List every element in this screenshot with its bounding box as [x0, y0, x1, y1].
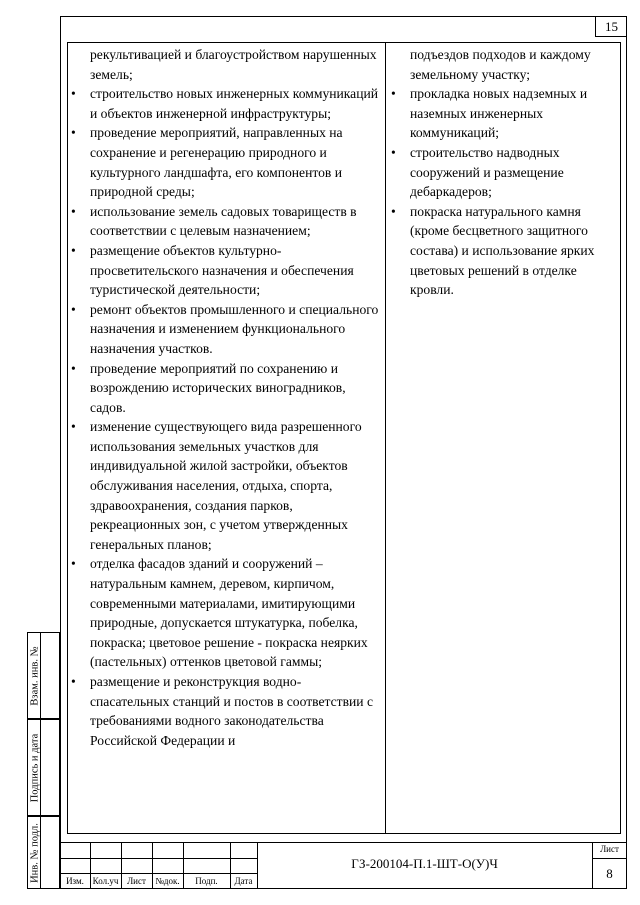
left-list [68, 84, 380, 750]
list-item: • проведение мероприятий по сохранению и возрождению исторических виноградников, садов. [68, 359, 380, 418]
list-item: • изменение существующего вида разрешенного использования земельных участков для индивидуальной жилой застройки, объектов обслуживания населения, отдыха, спорта, здравоохранения, создания парков, рекреационных зон, с учетом утвержденных генеральных планов; [68, 417, 380, 554]
side-label-replace: Взам. инв. № [29, 645, 41, 706]
stamp-header-change: Изм. [66, 876, 84, 886]
stamp-header-sheet: Лист [127, 876, 146, 886]
list-item: • отделка фасадов зданий и сооружений – натуральным камнем, деревом, кирпичом, современными материалами, имитирующими природные, допускается штукатурка, побелка, покраска; цветовое решение - покраска неярких (пастельных) оттенков цветовой гаммы; [68, 554, 380, 672]
list-item: • ремонт объектов промышленного и специального назначения и изменением функционального назначения участков. [68, 300, 380, 359]
list-item: • использование земель садовых товариществ в соответствии с целевым назначением; [68, 202, 380, 241]
page-number: 15 [595, 16, 627, 37]
list-item: • прокладка новых надземных и наземных инженерных коммуникаций; [388, 84, 620, 143]
stamp-header-count: Кол.уч [92, 876, 119, 886]
side-original-inventory [27, 816, 60, 889]
side-replace-inventory [27, 632, 60, 719]
list-item: • строительство новых инженерных коммуникаций и объектов инженерной инфраструктуры; [68, 84, 380, 123]
side-label-inventory: Инв. № подл. [29, 822, 41, 883]
right-column [388, 45, 620, 300]
column-divider [385, 42, 386, 834]
left-intro: рекультивацией и благоустройством нарушенных земель; [90, 47, 377, 82]
sheet-number: 8 [606, 866, 613, 881]
side-label-signature: Подпись и дата [29, 733, 41, 802]
stamp-header-sign: Подп. [195, 876, 218, 886]
document-code: ГЗ-200104-П.1-ШТ-О(У)Ч [351, 856, 498, 871]
right-intro: подъездов подходов и каждому земельному участку; [410, 47, 591, 82]
list-item: • покраска натурального камня (кроме бесцветного защитного состава) и использование ярких цветовых решений в отделке кровли. [388, 202, 620, 300]
side-signature-date [27, 719, 60, 816]
left-column [68, 45, 380, 750]
stamp-header-doc: №док. [155, 876, 180, 886]
list-item: • размещение и реконструкция водно-спасательных станций и постов в соответствии с требованиями водного законодательства Российской Федерации и [68, 672, 380, 750]
right-list [388, 84, 620, 300]
sheet-label: Лист [600, 844, 619, 854]
list-item: • проведение мероприятий, направленных на сохранение и регенерацию природного и культурного ландшафта, его компонентов и природной среды; [68, 123, 380, 201]
stamp-rule [592, 858, 627, 859]
stamp-header-date: Дата [234, 876, 253, 886]
list-item: • строительство надводных сооружений и размещение дебаркадеров; [388, 143, 620, 202]
list-item: • размещение объектов культурно-просветительского назначения и обеспечения туристической деятельности; [68, 241, 380, 300]
